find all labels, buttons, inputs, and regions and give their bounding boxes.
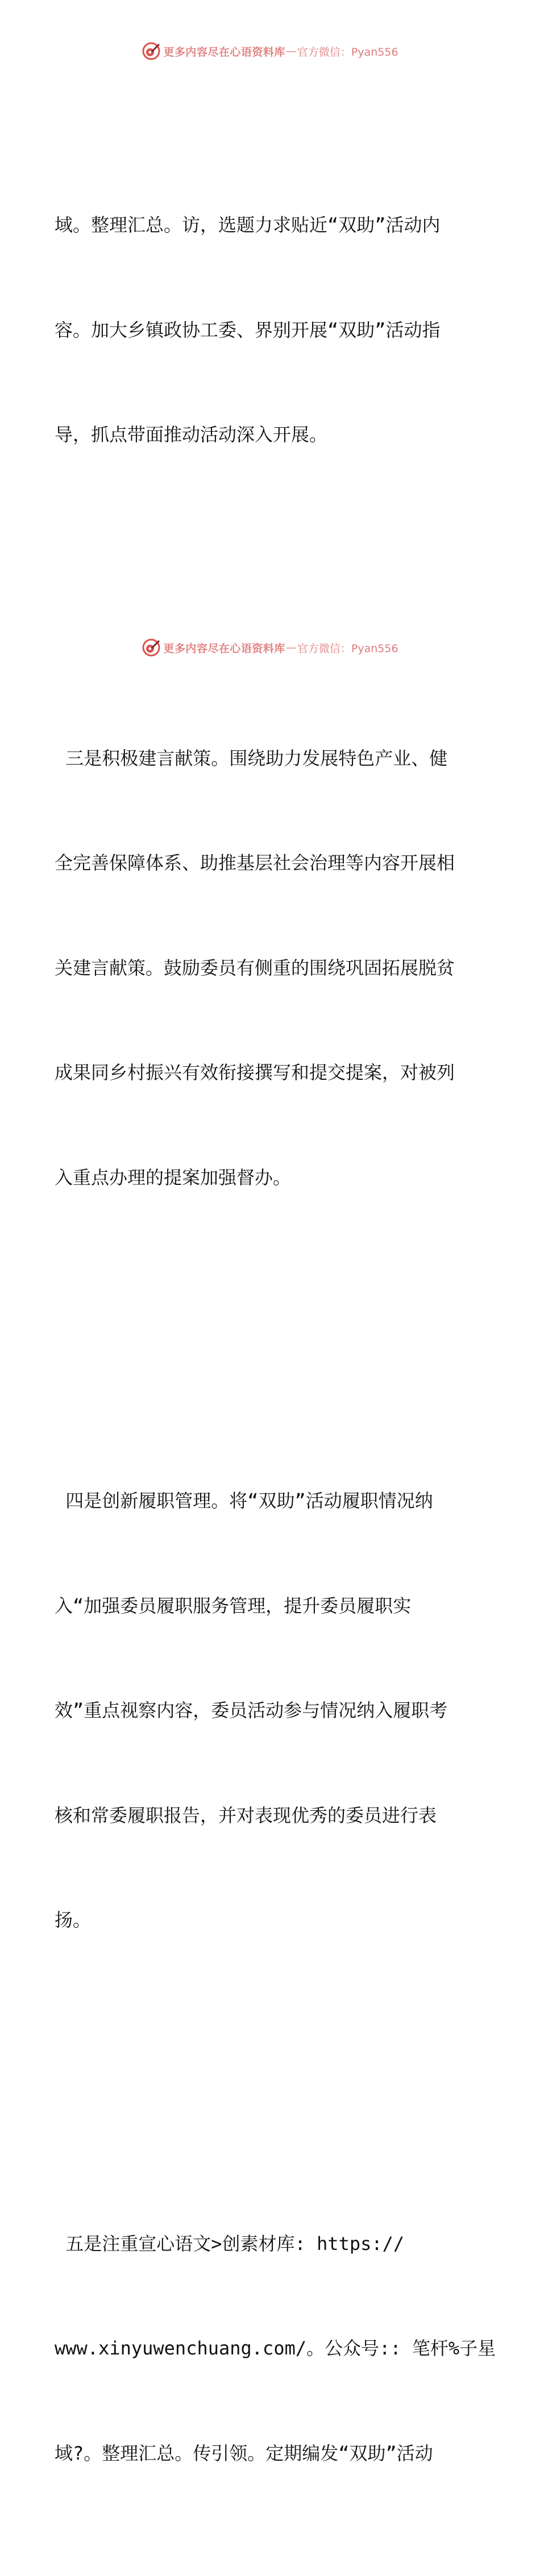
text-line: 导，抓点带面推动活动深入开展。 (55, 424, 328, 445)
promo-text: 更多内容尽在心语资料库 (163, 45, 285, 59)
paragraph-2 (55, 671, 487, 1266)
pen-in-circle-icon (142, 41, 161, 61)
text-line: 三是积极建言献策。围绕助力发展特色产业、健 (55, 747, 448, 769)
text-line: 域?。整理汇总。传引领。定期编发“双助”活动 (55, 2442, 433, 2464)
pen-in-circle-icon (142, 638, 161, 657)
contact-text: 官方微信：Pyan556 (297, 642, 398, 655)
text-line: www.xinyuwenchuang.com/。公众号:: 笔杆%子星 (55, 2337, 496, 2359)
text-line: 效”重点视察内容，委员活动参与情况纳入履职考 (55, 1700, 448, 1721)
text-line: 入“加强委员履职服务管理，提升委员履职实 (55, 1594, 412, 1617)
contact-text: 官方微信：Pyan556 (297, 45, 398, 59)
text-line: 域。整理汇总。访，选题力求贴近“双助”活动内 (55, 214, 441, 236)
text-line: 扬。 (55, 1909, 92, 1931)
separator-dash: — (285, 45, 297, 57)
document-body (55, 68, 496, 2576)
text-line: 四是创新履职管理。将“双助”活动履职情况纳 (55, 1490, 433, 1512)
header-watermark-banner (0, 40, 540, 62)
paragraph-3 (55, 1414, 487, 2008)
text-line: 入重点办理的提案加强督办。 (55, 1166, 292, 1188)
text-line: 关建言献策。鼓励委员有侧重的围绕巩固拓展脱贫 (55, 957, 455, 979)
text-line: 五是注重宣心语文>创素材库: https:// (55, 2232, 405, 2254)
text-line: 容。加大乡镇政协工委、界别开展“双助”活动指 (55, 319, 441, 341)
text-line: 核和常委履职报告，并对表现优秀的委员进行表 (55, 1804, 437, 1826)
promo-text: 更多内容尽在心语资料库 (163, 642, 285, 655)
text-line: 成果同乡村振兴有效衔接撰写和提交提案，对被列 (55, 1062, 455, 1083)
paragraph-4 (55, 2157, 496, 2541)
footer-watermark-banner (0, 636, 540, 659)
paragraph-1 (55, 138, 487, 523)
separator-dash: — (285, 641, 297, 654)
text-line: 全完善保障体系、助推基层社会治理等内容开展相 (55, 852, 455, 874)
